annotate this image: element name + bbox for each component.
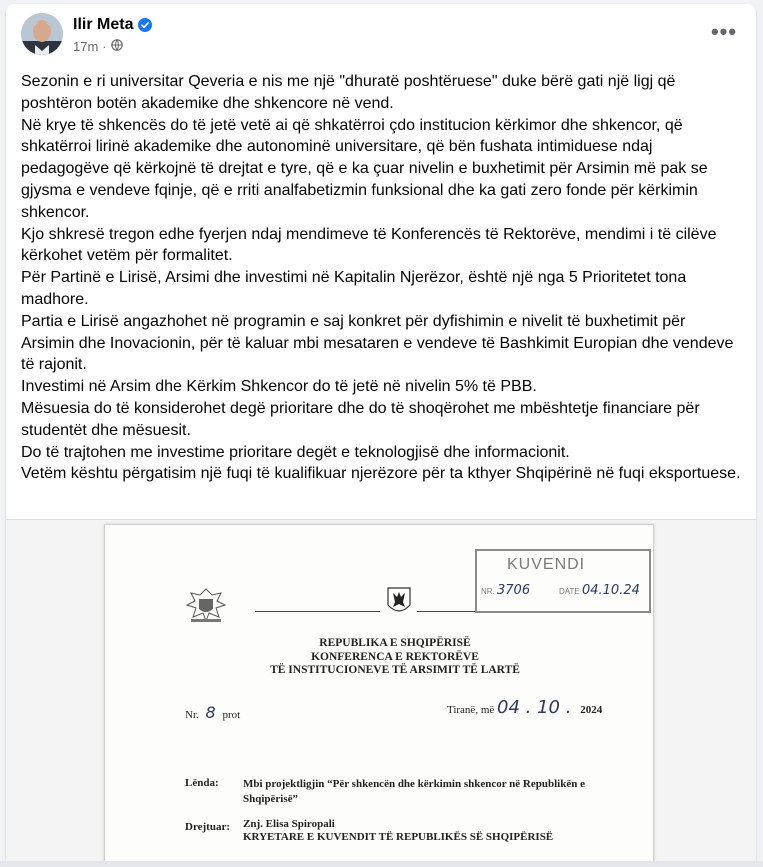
post-paragraph: Kjo shkresë tregon edhe fyerjen ndaj mendimeve të Konferencës të Rektorëve, mendimi i të cilëve kërkohet vetëm për formalitet. xyxy=(21,225,717,265)
place-label: Tiranë, më xyxy=(447,704,495,716)
document-scan xyxy=(104,524,654,867)
addressee-label: Drejtuar: xyxy=(185,821,230,833)
author-name[interactable] xyxy=(73,16,152,34)
post-image[interactable] xyxy=(6,520,756,867)
avatar[interactable] xyxy=(21,13,63,55)
post-paragraph: Investimi në Arsim dhe Kërkim Shkencor do të jetë në nivelin 5% të PBB. xyxy=(21,378,537,396)
post-paragraph: Vetëm kështu përgatisim një fuqi të kualifikuar njerëzore për ta kthyer Shqipërinë në fuqi eksportuese. xyxy=(21,465,741,483)
nr-label: Nr. xyxy=(185,709,199,721)
stamp-date-label: DATE xyxy=(559,587,580,596)
addressee-name: Znj. Elisa Spiropali xyxy=(243,818,335,830)
more-dots-icon: ••• xyxy=(710,19,738,44)
stamp-date xyxy=(559,583,640,598)
date-handwritten: 04 . 10 . xyxy=(497,697,572,718)
post-text xyxy=(21,71,741,485)
post-paragraph: Do të trajtohen me investime prioritare degët e teknologjisë dhe informacionit. xyxy=(21,443,570,461)
post-card xyxy=(6,4,756,867)
post-meta xyxy=(73,39,123,54)
verified-badge-icon xyxy=(138,18,152,32)
subject-text: Mbi projektligjin “Për shkencën dhe kërkimin shkencor në Republikën e Shqipërisë” xyxy=(243,778,585,805)
post-paragraph: Në krye të shkencës do të jetë vetë ai që shkatërroi çdo institucion kërkimor dhe shkencor, që shkatërroi lirinë akademike dhe autonominë universitare, që bën fushata intimiduese ndaj pedagogëve që kërkojnë të drejtat e tyre, që e ka çuar nivelin e buxhetimit për Arsimin më pak se gjysma e vendeve fqinje, që e rriti analfabetizmin funksional dhe ka gati zero fonde për kërkimin shkencor. xyxy=(21,116,708,221)
header-rule-left xyxy=(255,611,380,612)
heading-republic: REPUBLIKA E SHQIPËRISË xyxy=(319,637,471,649)
nr-suffix: prot xyxy=(222,709,241,721)
stamp-title: KUVENDI xyxy=(507,556,586,573)
document-headings xyxy=(245,637,545,678)
post-paragraph: Partia e Lirisë angazhohet në programin e saj konkret për dyfishimin e nivelit të buxhetimit për Arsimin dhe Inovacionin, për të kaluar mbi mesataren e vendeve të Bashkimit Europian dhe vendeve të rajonit. xyxy=(21,312,734,374)
more-options-button[interactable] xyxy=(706,18,742,46)
kuvendi-stamp xyxy=(475,549,651,613)
addressee-title: KRYETARE E KUVENDIT TË REPUBLIKËS SË SHQIPËRISË xyxy=(243,831,554,843)
post-paragraph: Sezonin e ri universitar Qeveria e nis me një "dhuratë poshtëruese" duke bërë gati një ligj që poshtëron botën akademike dhe shkencore në vend. xyxy=(21,73,676,112)
document-date xyxy=(447,697,602,718)
heading-conference: KONFERENCA E REKTORËVE xyxy=(311,650,479,663)
date-year: 2024 xyxy=(580,704,603,716)
stamp-date-value: 04.10.24 xyxy=(581,583,640,598)
post-time[interactable]: 17m xyxy=(73,39,99,54)
post-paragraph: Mësuesia do të konsiderohet degë prioritare dhe do të shoqërohet me mbështetje financiare për studentët dhe mësuesit. xyxy=(21,399,700,439)
separator-dot: · xyxy=(102,39,107,54)
stamp-nr-label: NR. xyxy=(481,587,495,596)
globe-icon[interactable] xyxy=(111,39,123,54)
post-header xyxy=(6,4,756,64)
stamp-nr xyxy=(481,583,530,598)
emblem-icon xyxy=(183,585,229,625)
nr-value: 8 xyxy=(205,703,216,722)
horizontal-scrollbar[interactable] xyxy=(0,861,763,867)
post-paragraph: Për Partinë e Lirisë, Arsimi dhe investimi në Kapitalin Njerëzor, është një nga 5 Prioritetet tona madhore. xyxy=(21,269,687,308)
stamp-nr-value: 3706 xyxy=(497,583,531,598)
author-name-text[interactable]: Ilir Meta xyxy=(73,16,134,33)
heading-institutions: TË INSTITUCIONEVE TË ARSIMIT TË LARTË xyxy=(270,664,520,676)
subject-label: Lënda: xyxy=(185,777,219,789)
avatar-image xyxy=(21,13,63,55)
albanian-eagle-icon xyxy=(385,585,413,619)
protocol-number xyxy=(185,703,240,722)
